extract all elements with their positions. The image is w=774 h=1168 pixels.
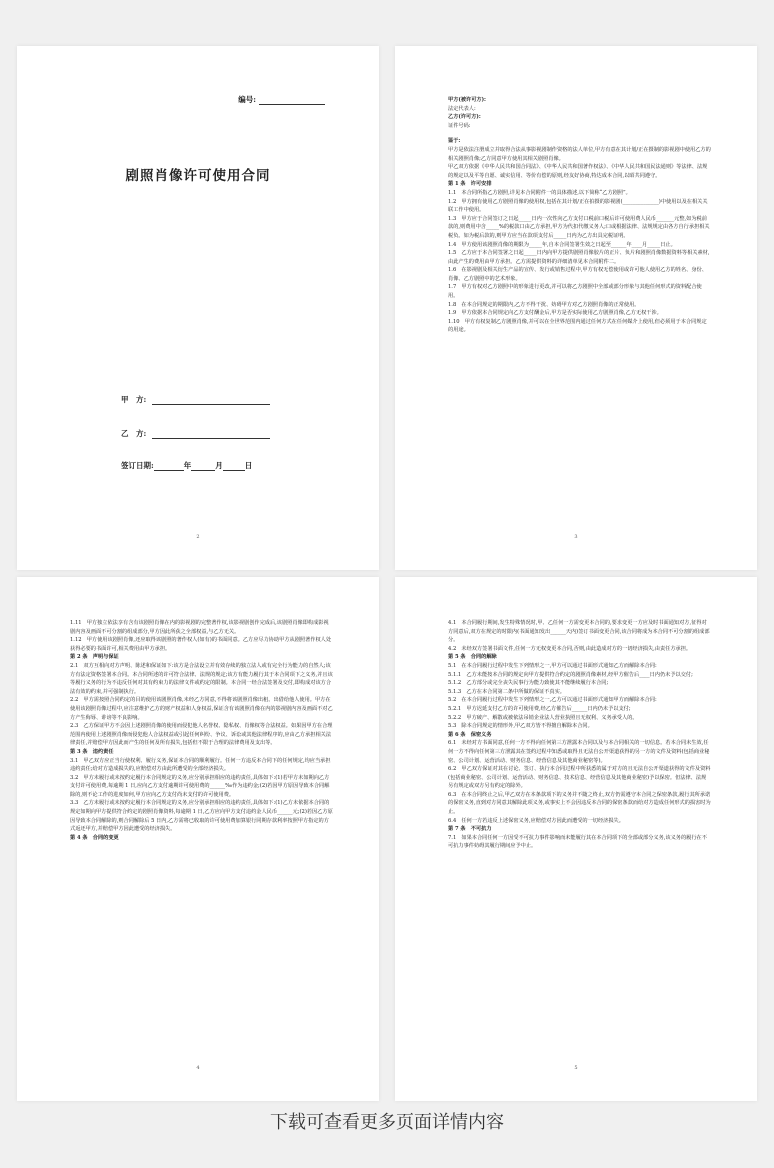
page-number: 2 — [196, 534, 200, 540]
clause-paragraph: 1.6 在影视剧及相关衍生产品的宣传、发行或销售过程中,甲方有权无偿使用或许可他人使用乙方的姓名、身份、肖像、乙方剧照中的艺术形象。 — [448, 267, 707, 282]
clause-paragraph: 法定代表人: — [448, 105, 476, 112]
page-number: 5 — [574, 1065, 578, 1071]
section-heading: 第 3 条 违约责任 — [70, 748, 114, 755]
clause-paragraph: 证件号码: — [448, 122, 471, 129]
day-label: 日 — [244, 461, 253, 470]
party-a-blank — [152, 396, 270, 405]
clause-paragraph: 6.1 未经对方书面同意,任何一方不得向任何第三方泄露本合同以及与本合同相关的一切信息。若本合同未生效,任何一方不得向任何第三方泄露其在签约过程中知悉或取得且无法自公开渠道获得的另一方的文件及资料(包括商业秘密、公司计划、运营活动、财务信息、经营信息及其他商业秘密等)。 — [448, 740, 710, 764]
contract-title: 剧照肖像许可使用合同 — [125, 168, 271, 184]
download-more-caption: 下载可查看更多页面详情内容 — [270, 1112, 504, 1133]
clause-paragraph: 5.3 除本合同规定的情形外,甲乙双方皆不得擅自解除本合同。 — [448, 723, 593, 730]
clause-paragraph: 3.3 乙方未履行或未按约定履行本合同规定的义务,应分别承担相应的违约责任,具体如下:(1)乙方未依据本合同的规定如期向甲方提供符合约定的剧照肖像资料,每逾期 1 日,乙方应向甲方支付违约金人民币______元;(2)若因乙方原因导致本合同解除的,则合同解除后 5 日内,乙方需将已收取的许可使用费加算银行同期存款利率按照甲方指定的方式返还甲方,并赔偿甲方因此遭受的经济损失。 — [70, 800, 333, 833]
clause-paragraph: 5.2 在本合同履行过程中发生下列情形之一,乙方可以通过书面形式通知甲方而解除本合同: — [448, 697, 657, 704]
contract-cover-page — [17, 46, 379, 570]
clause-paragraph: 1.7 甲方有权对乙方剧照中的形象进行更改,并可以将乙方剧照中全部或部分形象与其他任何形式的资料配合使用。 — [448, 284, 702, 300]
document-number — [238, 94, 325, 105]
month-label: 月 — [215, 461, 223, 470]
clause-paragraph: 1.11 甲方独立依法享有含有该剧照肖像在内的影视剧的完整著作权,该影视剧创作完成后,该剧照肖像即构成影视剧内容及画面不可分割的组成部分,甲方因此所获之全部权益,与乙方无关。 — [70, 620, 329, 635]
clause-paragraph: 甲乙双方依据《中华人民共和国合同法》、《中华人民共和国著作权法》、《中华人民共和国民法通则》等法律、法规的规定以及平等自愿、诚实信用、等价有偿的原则,经友好协商,特达成本合同,以昭共同遵守。 — [448, 164, 708, 179]
sign-date-label: 签订日期: — [121, 461, 154, 470]
page-number: 4 — [196, 1065, 200, 1071]
section-heading: 乙方(许可方): — [448, 114, 481, 121]
clause-paragraph: 2.3 乙方保证甲方不会因上述剧照肖像的使用而侵犯他人名誉权、隐私权、肖像权等合法权益。如果因甲方在合理范围内使用上述剧照肖像而侵犯他人合法权益或引起任何纠纷、争议、诉讼或其他法律程序的,应由乙方承担相关法律责任,并赔偿甲方因此而产生的任何及所有损失,包括但不限于合理的法律费用及支出等。 — [70, 723, 333, 747]
clause-paragraph: 6.4 任何一方若违反上述保密义务,应赔偿对方因此而遭受的一切经济损失。 — [448, 817, 624, 824]
clause-paragraph: 1.4 甲方使用该剧照肖像的期限为_____年,自本合同签署生效之日起至______年____月_____日止。 — [448, 241, 676, 248]
clause-paragraph: 1.3 甲方应于合同签订之日起_____日内一次性向乙方支付口税前口税后许可使用费人民币_______元整,如为税前款的,则费用中含_____%的税款口由乙方承担,甲方为代扣代缴义务人;口或根据法律、法规规定由各方自行承担相关税负。如为税后款的,则甲方应当在款项支付后_____日内为乙方出具完税证明。 — [448, 215, 710, 239]
document-number-blank — [259, 96, 325, 105]
clause-paragraph: 3.1 甲乙双方应正当行使权利、履行义务,保证本合同的顺利履行。任何一方违反本合同下的任何规定,均应当承担违约责任;给对方造成损失的,应赔偿对方由此所遭受的全部经济损失。 — [70, 757, 331, 773]
section-heading: 第 1 条 许可安排 — [448, 181, 492, 188]
clause-paragraph: 4.2 未经双方签署书面文件,任何一方无权变更本合同,否则,由此造成对方的一切经济损失,由责任方承担。 — [448, 645, 692, 652]
clause-paragraph: 5.1.2 乙方部分或完全丧失民事行为能力致使其不能继续履行本合同; — [448, 680, 609, 687]
clause-paragraph: 6.3 在本合同终止之后,甲乙双方在本条款项下的义务并不随之终止,双方仍需遵守本合同之保密条款,履行其所承诺的保密义务,直到对方同意其解除此项义务,或事实上不会因违反本合同的保密条款而给对方造成任何形式的损害时为止。 — [448, 791, 711, 816]
contract-page-5 — [395, 577, 757, 1101]
clause-paragraph: 1.10 甲方有权复制乙方剧照肖像,并可以在全世界范围内通过任何方式在任何媒介上使用,但必须用于本合同规定的用途。 — [448, 318, 707, 334]
section-heading: 第 6 条 保密义务 — [448, 731, 492, 738]
clause-paragraph: 6.2 甲乙双方保证对其在讨论、签订、执行本合同过程中所获悉的属于对方的且无法自公开渠道获得的文件及资料(包括商业秘密、公司计划、运营活动、财务信息、技术信息、经营信息及其他商业秘密)予以保密。但法律、法规另有规定或双方另有约定的除外。 — [448, 766, 711, 790]
clause-paragraph: 1.12 甲方使用该剧照肖像,还应取得该剧照的著作权人(如有)的书面同意。乙方应尽力协助甲方从剧照著作权人处获得必要的书面许可,相关费用由甲方承担。 — [70, 637, 332, 652]
page-body — [448, 96, 711, 335]
contract-page-3 — [395, 46, 757, 570]
section-heading: 第 2 条 声明与保证 — [70, 654, 119, 661]
day-blank — [223, 462, 245, 471]
party-b-signature — [121, 428, 270, 439]
year-blank — [154, 462, 184, 471]
party-a-label: 甲 方: — [121, 395, 147, 404]
page-body — [448, 619, 711, 851]
section-heading: 第 7 条 不可抗力 — [448, 826, 492, 833]
clause-paragraph: 5.2.1 甲方迟延支付乙方的许可使用费,经乙方催告后______日内仍未予以支付; — [448, 705, 631, 712]
sign-date — [121, 460, 252, 471]
clause-paragraph: 5.1.1 乙方未能按本合同的规定向甲方提供符合约定的剧照肖像素材,经甲方催告后____日内仍未予以交付; — [448, 671, 693, 678]
page-number: 3 — [574, 534, 578, 540]
clause-paragraph: 2.1 双方互相向对方声明、陈述和保证如下:该方是合法设立并有效存续的独立法人或有完全行为能力的自然人;该方有法定资格签署本合同。本合同所述的许可符合法律、法规的规定;该方有能力履行其于本合同项下之义务,并且该等履行义务的行为不违反任何对其有约束力的法律文件或约定的限制。本合同一经合法签署及交付,即构成对该方合法有效的约束,并可强制执行。 — [70, 662, 333, 695]
clause-paragraph: 1.8 在本合同规定的期限内,乙方不得干扰、妨碍甲方对乙方剧照肖像的正常使用。 — [448, 301, 640, 308]
party-b-blank — [152, 430, 270, 439]
section-heading: 第 4 条 合同的变更 — [70, 834, 119, 841]
section-heading: 甲方(被许可方): — [448, 97, 486, 103]
clause-paragraph: 5.1 在本合同履行过程中发生下列情形之一,甲方可以通过书面形式通知乙方而解除本合同: — [448, 662, 657, 669]
section-heading: 鉴于: — [448, 138, 461, 145]
clause-paragraph: 5.1.3 乙方在本合同第二条中所做的保证不真实。 — [448, 688, 565, 695]
clause-paragraph: 1.5 乙方应于本合同签署之日起_____日内向甲方提供剧照肖像胶片的正片、负片和剧照肖像数据资料等相关素材,由此产生的费用由甲方承担。乙方需提供资料的详细清单见本合同附件二。 — [448, 250, 710, 265]
clause-paragraph: 1.2 甲方拥有使用乙方剧照肖像的使用权,包括在其计划/正在拍摄的影视剧(______________)中使用以及在相关关联工作中使用。 — [448, 198, 708, 214]
party-b-label: 乙 方: — [121, 429, 147, 438]
page-body — [70, 619, 333, 842]
clause-paragraph: 3.2 甲方未履行或未按约定履行本合同规定的义务,应分别承担相应的违约责任,具体如下:(1)若甲方未如期向乙方支付许可使用费,每逾期 1 日,应向乙方支付逾期许可使用费的______‰作为违约金;(2)若因甲方原因导致本合同解除的,则不论工作的进度如何,甲方应向乙方支付尚未支付的许可使用费。 — [70, 774, 330, 798]
clause-paragraph: 5.2.2 甲方破产、解散或被依法吊销企业法人营业执照且无权利、义务承受人的。 — [448, 714, 638, 721]
clause-paragraph: 7.1 如果本合同任何一方因受不可抗力事件影响而未能履行其在本合同项下的全部或部分义务,该义务的履行在不可抗力事件妨碍其履行期间应予中止。 — [448, 834, 707, 850]
document-number-label: 编号: — [238, 95, 256, 104]
section-heading: 第 5 条 合同的解除 — [448, 654, 497, 661]
party-a-signature — [121, 394, 270, 405]
year-label: 年 — [183, 461, 192, 470]
clause-paragraph: 甲方是依法注册成立并取得合法从事影视剧制作资格的法人单位,甲方有意在其计划/正在摄制的影视剧中使用乙方的相关剧照肖像;乙方同意甲方使用其相关剧照肖像。 — [448, 146, 711, 162]
clause-paragraph: 1.9 甲方依据本合同规定向乙方支付酬金后,甲方是否实际使用乙方剧照肖像,乙方无权干涉。 — [448, 310, 662, 317]
clause-paragraph: 1.1 本合同所指乙方剧照,详见本合同附件一的具体描述,以下简称“乙方剧照”。 — [448, 189, 631, 196]
contract-page-4 — [17, 577, 379, 1101]
clause-paragraph: 4.1 本合同履行期间,发生特殊情况时,甲、乙任何一方需变更本合同的,要求变更一方应及时书面通知对方,征得对方同意后,双方在规定的时限内(书面通知发出______天内)签订书面变更合同,该合同将成为本合同不可分割的组成部分。 — [448, 620, 710, 644]
clause-paragraph: 2.2 甲方需按照合同约定的目的使用该剧照肖像,未经乙方同意,不得将该剧照肖像出租、出借给他人使用。甲方在使用该剧照肖像过程中,应注意维护乙方的财产权益和人身权益,保证含有该剧照肖像在内的影视剧内容及画面不对乙方产生侮辱、诽谤等不良影响。 — [70, 697, 333, 721]
month-blank — [191, 462, 215, 471]
